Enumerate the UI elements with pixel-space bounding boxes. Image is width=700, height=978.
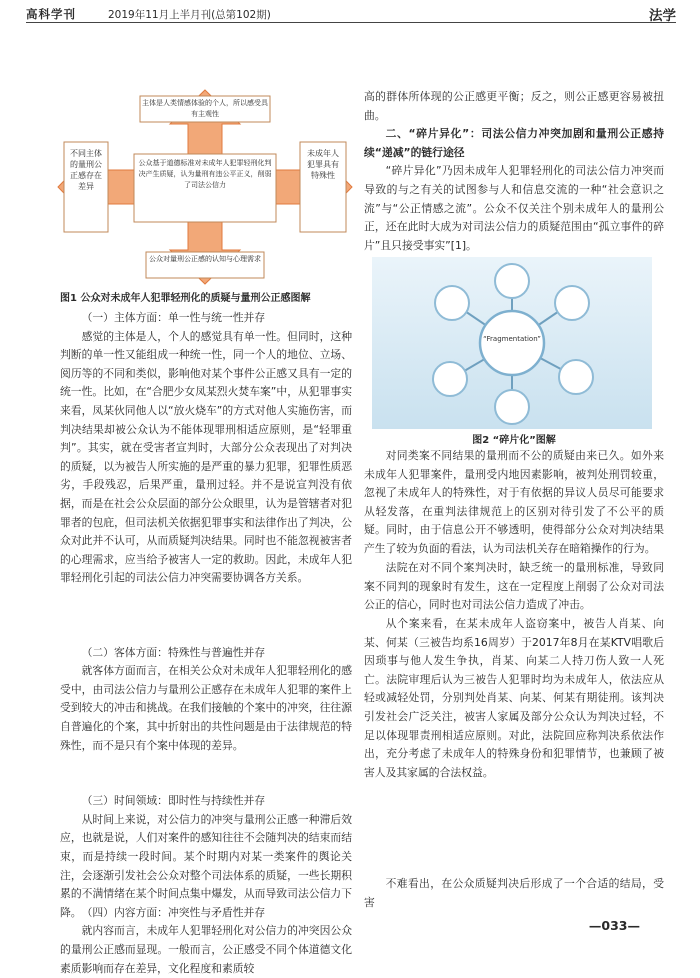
node-lower-right (559, 360, 593, 394)
top-box-text: 主体是人类情感体验的个人，所以感受具有主观性 (142, 99, 268, 118)
paragraph: 就内容而言，未成年人犯罪轻刑化对公信力的冲突因公众的量刑公正感而显现。一般而言，公正感受不同个体道德文化素质影响而存在差异，文化程度和素质较 (60, 924, 352, 975)
paragraph: 不难看出，在公众质疑判决后形成了一个合适的结局，受害 (364, 877, 664, 909)
center-box-text: 公众基于道德标准对未成年人犯罪轻刑化判决产生质疑，认为量刑有违公平正义，削弱了司法公信力 (138, 159, 272, 189)
paragraph: 高的群体所体现的公正感更平衡；反之，则公正感更容易被扭曲。 (364, 90, 664, 122)
node-top (495, 264, 529, 298)
paragraph: 就客体方面而言，在相关公众对未成年人犯罪轻刑化的感受中，由司法公信力与量刑公正感存在未成年人犯罪的案件上受到较大的冲击和挑战。在我们接触的个案中的冲突，往往源自普遍化的个案，其中折射出的共性问题是由于法律规范的特殊性，而不是只有个案中体现的差异。 (60, 664, 352, 752)
node-bottom (495, 390, 529, 424)
section-title: 法学 (649, 8, 676, 24)
node-upper-left (435, 286, 469, 320)
section-heading: 二、“碎片异化”：司法公信力冲突加剧和量刑公正感持续“递减”的链行途径 (364, 127, 664, 159)
left-column (60, 309, 352, 978)
node-upper-right (555, 286, 589, 320)
paragraph: 法院在对不同个案判决时，缺乏统一的量刑标准，导致同案不同判的现象时有发生，这在一定程度上削弱了公众对司法公正的信心，同时也对司法公信力造成了冲击。 (364, 561, 664, 612)
section-heading: （二）客体方面：特殊性与普遍性并存 (81, 645, 266, 659)
figure-2 (372, 257, 652, 429)
issue-info: 2019年11月上半月刊(总第102期) (108, 9, 271, 21)
header-rule (26, 22, 676, 23)
paragraph: 对同类案不同结果的量刑而不公的质疑由来已久。如外来未成年人犯罪案件，量刑受内地因素影响，被判处刑罚较重，忽视了未成年人的特殊性，对于有依据的异议人员尽可能要求从轻发落，在重判法律规范上的区别对待引发了不公平的质疑。同时，由于信息公开不够透明，使得部分公众对判决结果产生了较为负面的看法，认为司法机关存在暗箱操作的行为。 (364, 449, 664, 555)
right-column-bottom (364, 447, 664, 912)
figure-1 (56, 88, 354, 286)
paragraph: 感觉的主体是人，个人的感觉具有单一性。但同时，这种判断的单一性又能组成一种统一性，同一个人的地位、立场、阅历等的不同和类似，影响他对某个事件公正感又具有一定的统一性。比如，在“合肥少女凤某烈火焚车案”中，从犯罪事实来看，凤某伙同他人以“放火烧车”的方式对他人实施伤害，而判决结果却被公众认为不能体现罪刑相适应原则，是“轻罪重判”。其实，就在受害者宣判时，大部分公众表现出了对判决的质疑，以为被告人所实施的是严重的暴力犯罪，犯罪性质恶劣，手段残忍，后果严重，量刑过轻。并不是说宣判没有依据，而是在社会公众层面的部分公众眼里，认为是管辖者对犯罪者的包庇，但司法机关依据犯罪事实和法律作出了判决，公众对此并不认可，从而质疑判决结果。同时也不能忽视被害者的心理需求，应当给予被害人一定的救助。因此，未成年人犯罪轻刑化引起的司法公信力冲突需要协调各方关系。 (60, 329, 352, 585)
right-box-text: 未成年人犯罪具有特殊性 (307, 149, 339, 180)
right-column-top (364, 88, 664, 255)
node-lower-left (433, 362, 467, 396)
section-heading: （一）主体方面：单一性与统一性并存 (81, 311, 266, 324)
journal-title: 高科学刊 (26, 7, 76, 21)
center-node-text: “Fragmentation” (483, 335, 541, 343)
figure-1-caption: 图1 公众对未成年人犯罪轻刑化的质疑与量刑公正感图解 (60, 293, 311, 304)
section-heading: （三）时间领域：即时性与持续性并存 (81, 794, 266, 808)
paragraph: 从时间上来说，对公信力的冲突与量刑公正感一种滞后效应，也就是说，人们对案件的感知往往不会随判决的结束而结束，而是持续一段时间。某个时期内对某一类案件的舆论关注，会逐渐引发社会公众对整个司法体系的质疑，一些长期积累的不满情绪在某个时间点集中爆发，从而导致司法公信力下降。 (60, 812, 352, 919)
paragraph: “碎片异化”乃因未成年人犯罪轻刑化的司法公信力冲突而导致的与之有关的试图参与人和信息交流的一种“社会意识之流”与“公正情感之流”。公众不仅关注个别未成年人的量刑公正，还在此时大成为对司法公信力的质疑范围由“孤立事件的碎片”且只接受事实”[1]。 (364, 164, 664, 252)
figure-2-caption: 图2 “碎片化”图解 (472, 435, 556, 446)
paragraph: 从个案来看，在某未成年人盗窃案中，被告人肖某、向某、何某（三被告均系16周岁）于2017年8月在某KTV唱歌后因琐事与他人发生争执，肖某、向某二人持刀伤人致一人死亡。法院审理后认为三被告人犯罪时均为未成年人，依法应从轻或减轻处罚，分别判处肖某、向某、何某有期徒刑。该判决引发社会广泛关注，被害人家属及部分公众认为判决过轻，不足以体现罪责刑相适应原则。对此，法院回应称判决系依法作出，充分考虑了未成年人的特殊身份和犯罪情节，也兼顾了被害人及其家属的合法权益。 (364, 617, 664, 779)
left-box-text: 不同主体的量刑公正感存在差异 (70, 149, 102, 191)
page-number: —033— (588, 918, 640, 933)
section-heading: （四）内容方面：冲突性与矛盾性并存 (81, 905, 266, 919)
bottom-box-text: 公众对量刑公正感的认知与心理需求 (149, 255, 261, 263)
